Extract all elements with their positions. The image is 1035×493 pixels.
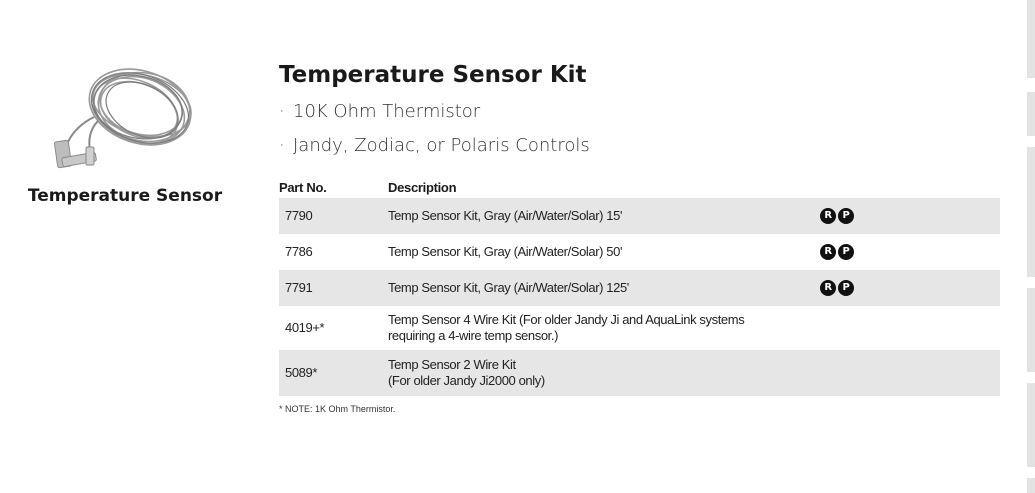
part-no-cell: 4019+*: [285, 320, 325, 335]
badge-cell: [820, 350, 1000, 396]
product-title: Temperature Sensor Kit: [279, 62, 587, 88]
part-no-cell: 7790: [279, 198, 388, 234]
badges-header: [820, 176, 1000, 198]
edge-tab: [1027, 383, 1035, 467]
edge-tab: [1027, 0, 1035, 78]
badge-cell: [820, 198, 1000, 234]
part-no-cell: 5089*: [279, 350, 388, 396]
edge-tab: [1027, 288, 1035, 372]
feature-item: [279, 134, 590, 168]
r-badge-icon: R: [820, 244, 836, 260]
table-row: [279, 270, 1000, 306]
coiled-sensor-cable-image: [48, 55, 198, 170]
feature-text: Jandy, Zodiac, or Polaris Controls: [293, 135, 590, 156]
table-header-row: [279, 176, 1000, 198]
product-figure: [22, 55, 228, 215]
figure-caption: Temperature Sensor: [27, 186, 223, 206]
table-row: [279, 306, 1000, 350]
badge-cell: [820, 270, 1000, 306]
description-cell: [388, 198, 820, 234]
p-badge-icon: P: [838, 208, 854, 224]
table-row: [279, 234, 1000, 270]
part-no-header: Part No.: [279, 179, 327, 195]
feature-list: [279, 100, 590, 168]
p-badge-icon: P: [838, 244, 854, 260]
description-line: Temp Sensor 4 Wire Kit (For older Jandy Ji and AquaLink systems: [388, 312, 745, 327]
edge-tab: [1027, 478, 1035, 493]
footnote: * NOTE: 1K Ohm Thermistor.: [279, 404, 396, 414]
description-line: Temp Sensor 2 Wire Kit: [388, 357, 516, 372]
r-badge-icon: R: [820, 280, 836, 296]
bullet-icon: ·: [279, 135, 285, 156]
description-header: Description: [388, 179, 457, 195]
page-edge-tabs: [1027, 0, 1035, 493]
description-cell: [388, 350, 820, 396]
description-line: Temp Sensor Kit, Gray (Air/Water/Solar) 125': [388, 280, 629, 295]
description-line: Temp Sensor Kit, Gray (Air/Water/Solar) 15': [388, 208, 623, 223]
parts-table: [279, 176, 1000, 396]
feature-item: [279, 100, 590, 134]
description-line: (For older Jandy Ji2000 only): [388, 373, 545, 388]
description-cell: [388, 306, 820, 350]
description-line: Temp Sensor Kit, Gray (Air/Water/Solar) 50': [388, 244, 623, 259]
description-cell: [388, 234, 820, 270]
part-no-cell: 7791: [279, 270, 388, 306]
description-cell: [388, 270, 820, 306]
edge-tab: [1027, 92, 1035, 136]
description-line: requiring a 4-wire temp sensor.): [388, 328, 558, 343]
table-row: [279, 350, 1000, 396]
table-row: [279, 198, 1000, 234]
badge-cell: [820, 306, 1000, 350]
p-badge-icon: P: [838, 280, 854, 296]
feature-text: 10K Ohm Thermistor: [293, 101, 481, 122]
badge-cell: [820, 234, 1000, 270]
edge-tab: [1027, 147, 1035, 277]
r-badge-icon: R: [820, 208, 836, 224]
bullet-icon: ·: [279, 101, 285, 122]
part-no-cell: 7786: [285, 244, 313, 259]
